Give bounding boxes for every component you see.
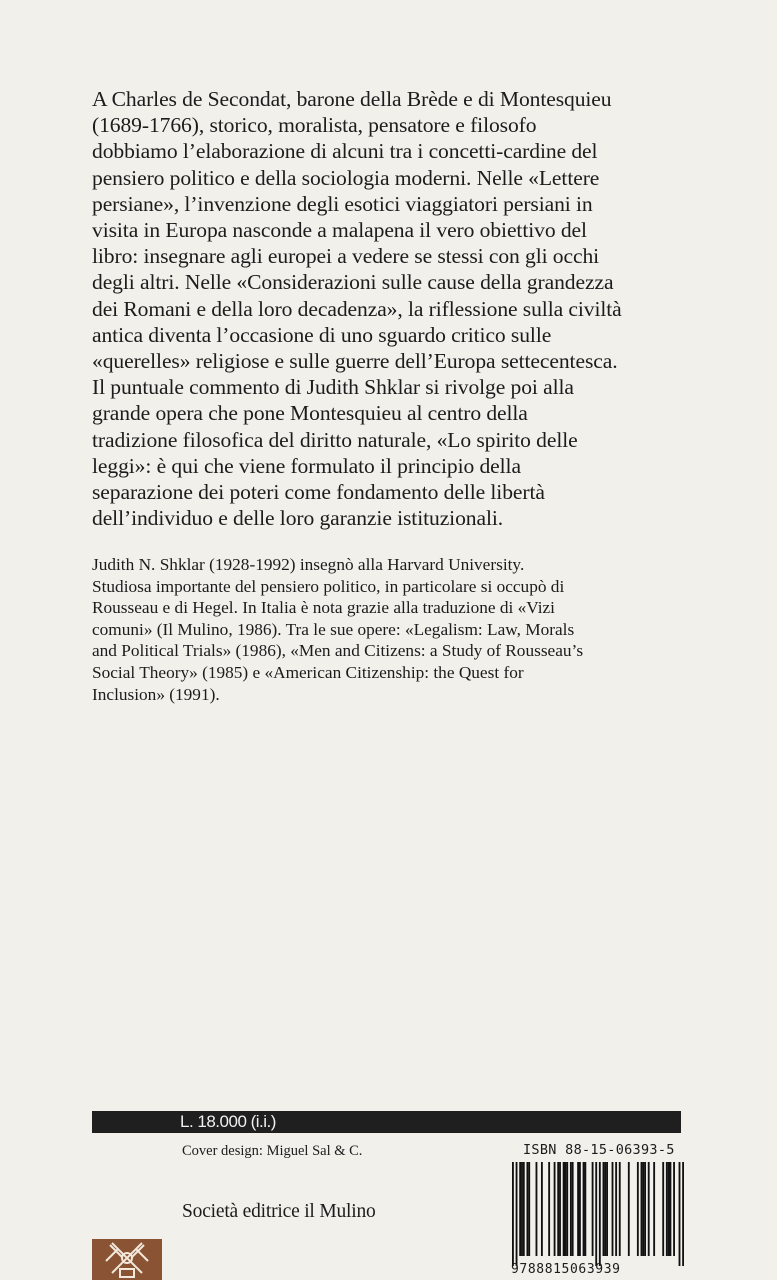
text-line: leggi»: è qui che viene formulato il principio della [92, 453, 521, 478]
barcode [512, 1162, 684, 1266]
text-line: dei Romani e della loro decadenza», la riflessione sulla civiltà [92, 296, 622, 321]
barcode-bar [563, 1162, 565, 1256]
barcode-bar [577, 1162, 579, 1256]
barcode-bar [599, 1162, 601, 1266]
barcode-bar [536, 1162, 538, 1256]
text-line: tradizione filosofica del diritto naturale, «Lo spirito delle [92, 427, 578, 452]
barcode-bar [583, 1162, 585, 1256]
barcode-bar [648, 1162, 650, 1256]
text-line: libro: insegnare agli europei a vedere se stessi con gli occhi [92, 244, 600, 269]
price-bar [92, 1111, 681, 1133]
barcode-bar [612, 1162, 614, 1256]
barcode-bar [666, 1162, 668, 1256]
text-line: comuni» (Il Mulino, 1986). Tra le sue opere: «Legalism: Law, Morals [92, 619, 575, 639]
barcode-bar [570, 1162, 572, 1256]
barcode-bar [579, 1162, 581, 1256]
barcode-bar [541, 1162, 543, 1256]
barcode-bar [528, 1162, 530, 1256]
barcode-bar [592, 1162, 594, 1256]
barcode-bar [584, 1162, 586, 1256]
text-line: dell’individuo e delle loro garanzie istituzionali. [92, 506, 504, 531]
barcode-bar [668, 1162, 670, 1256]
barcode-bar [673, 1162, 675, 1256]
barcode-bar [557, 1162, 559, 1256]
publisher-name: Società editrice il Mulino [182, 1201, 376, 1222]
text-line: Rousseau e di Hegel. In Italia è nota grazie alla traduzione di «Vizi [92, 598, 555, 618]
price-label: L. 18.000 (i.i.) [180, 1112, 276, 1131]
text-line: Judith N. Shklar (1928-1992) insegnò alla Harvard University. [92, 555, 525, 574]
description-paragraph [92, 86, 622, 531]
text-line: grande opera che pone Montesquieu al centro della [92, 401, 528, 426]
barcode-bar [516, 1162, 518, 1266]
barcode-bar [572, 1162, 574, 1256]
text-line: Inclusion» (1991). [92, 684, 220, 704]
barcode-bar [559, 1162, 561, 1256]
barcode-bar [606, 1162, 608, 1256]
barcode-bar [653, 1162, 655, 1256]
barcode-bar [523, 1162, 525, 1256]
barcode-digits: 9788815063939 [511, 1262, 621, 1277]
barcode-bar [595, 1162, 597, 1266]
barcode-bar [662, 1162, 664, 1256]
barcode-bar [512, 1162, 514, 1266]
text-line: «querelles» religiose e sulle guerre dell’Europa settecentesca. [92, 349, 618, 374]
barcode-bar [604, 1162, 606, 1256]
barcode-bar [628, 1162, 630, 1256]
text-line: pensiero politico e della sociologia moderni. Nelle «Lettere [92, 165, 600, 190]
text-line: and Political Trials» (1986), «Men and Citizens: a Study of Rousseau’s [92, 641, 584, 661]
text-line: antica diventa l’occasione di uno sguardo critico sulle [92, 322, 552, 347]
text-line: visita in Europa nasconde a malapena il vero obiettivo del [92, 218, 587, 243]
barcode-bar [644, 1162, 646, 1256]
barcode-bar [682, 1162, 684, 1266]
author-bio [92, 554, 583, 705]
text-line: (1689-1766), storico, moralista, pensatore e filosofo [92, 113, 537, 138]
barcode-bar [519, 1162, 521, 1256]
barcode-bar [619, 1162, 621, 1256]
text-line: Il puntuale commento di Judith Shklar si rivolge poi alla [92, 375, 574, 400]
barcode-bar [642, 1162, 644, 1256]
text-line: Social Theory» (1985) e «American Citizenship: the Quest for [92, 662, 524, 682]
text-line: dobbiamo l’elaborazione di alcuni tra i concetti-cardine del [92, 139, 598, 164]
barcode-bar [603, 1162, 605, 1256]
barcode-bar [615, 1162, 617, 1256]
barcode-bar [566, 1162, 568, 1256]
barcode-bar [548, 1162, 550, 1256]
barcode-bar [637, 1162, 639, 1256]
barcode-bar [565, 1162, 567, 1256]
text-line: separazione dei poteri come fondamento delle libertà [92, 480, 545, 505]
barcode-bar [670, 1162, 672, 1256]
text-line: degli altri. Nelle «Considerazioni sulle cause della grandezza [92, 270, 614, 295]
barcode-bar [526, 1162, 528, 1256]
cover-design-credit: Cover design: Miguel Sal & C. [182, 1143, 363, 1159]
barcode-bar [554, 1162, 556, 1256]
barcode-bar [679, 1162, 681, 1266]
barcode-bar [521, 1162, 523, 1256]
windmill-icon [92, 1239, 162, 1280]
text-line: persiane», l’invenzione degli esotici viaggiatori persiani in [92, 191, 593, 216]
barcode-bar [641, 1162, 643, 1256]
isbn-label: ISBN 88-15-06393-5 [523, 1142, 675, 1158]
text-line: A Charles de Secondat, barone della Brède e di Montesquieu [92, 87, 612, 111]
text-line: Studiosa importante del pensiero politico, in particolare si occupò di [92, 576, 565, 596]
